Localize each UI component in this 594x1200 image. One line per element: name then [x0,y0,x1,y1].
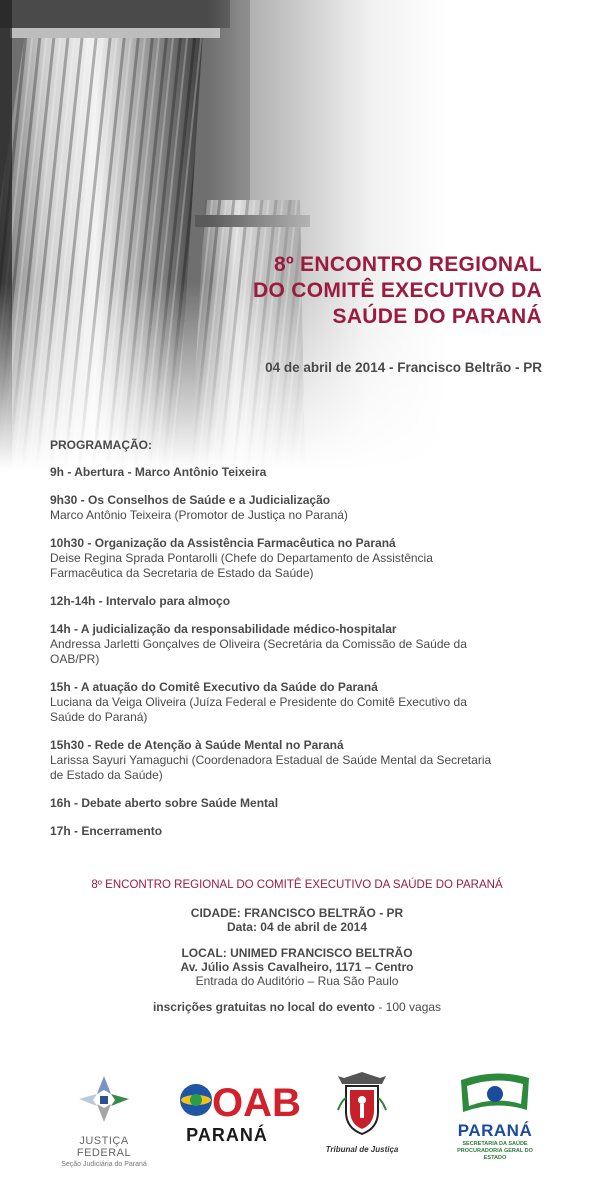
justica-federal-sub: Seção Judiciária do Paraná [61,1161,147,1168]
footer-title: 8º ENCONTRO REGIONAL DO COMITÊ EXECUTIVO DA SAÚDE DO PARANÁ [91,879,503,891]
hero-pillars-image [0,0,594,470]
program-item-desc: Deise Regina Sprada Pontarolli (Chefe do Departamento de Assistência [50,551,433,565]
event-title-line-1: 8º ENCONTRO REGIONAL [273,253,542,276]
program-item-title: 10h30 - Organização da Assistência Farmacêutica no Paraná [50,536,396,550]
coat-of-arms-icon [330,1070,394,1138]
footer-city: CIDADE: FRANCISCO BELTRÃO - PR [190,906,404,920]
event-date-location: 04 de abril de 2014 - Francisco Beltrão - PR [265,360,542,375]
program-item-desc: Saúde do Paraná) [50,710,148,724]
program-item [50,536,550,581]
program-item-desc: de Estado da Saúde) [50,768,163,782]
oab-emblem-icon [176,1070,301,1125]
oab-mark: OAB [212,1081,301,1125]
justica-federal-name: JUSTIÇA FEDERAL [76,1135,132,1159]
footer-registration [0,1000,594,1014]
program-item-desc: Marco Antônio Teixeira (Promotor de Justiça no Paraná) [50,508,348,522]
program-item-title: 17h - Encerramento [50,824,163,838]
program-item-title: 16h - Debate aberto sobre Saúde Mental [50,796,279,810]
justica-federal-emblem-icon [69,1070,139,1128]
program-item [50,680,550,725]
program-item [50,465,550,480]
program-item-title: 9h30 - Os Conselhos de Saúde e a Judicialização [50,493,331,507]
justica-federal-logo [56,1070,152,1170]
program-item-title: 15h - A atuação do Comitê Executivo da Saúde do Paraná [50,680,378,694]
registration-rest: - 100 vagas [375,1000,442,1014]
event-info-footer [0,878,594,1014]
event-title-line-2: DO COMITÊ EXECUTIVO DA [253,279,542,302]
parana-label: PARANÁ [457,1121,533,1140]
program-item-desc: Larissa Sayuri Yamaguchi (Coordenadora Estadual de Saúde Mental da Secretaria [50,753,492,767]
parana-sub-2: PROCURADORIA GERAL DO ESTADO [457,1148,533,1161]
parana-flag-emblem-icon [457,1070,533,1116]
program-item-title: 15h30 - Rede de Atenção à Saúde Mental no Paraná [50,738,344,752]
program-item-desc: OAB/PR) [50,652,100,666]
program-item-desc: Andressa Jarletti Gonçalves de Oliveira (Secretária da Comissão de Saúde da [50,637,467,651]
parana-sub-1: SECRETARIA DA SAÚDE [462,1141,528,1147]
program-item-title: 14h - A judicialização da responsabilidade médico-hospitalar [50,622,397,636]
program-item-title: 9h - Abertura - Marco Antônio Teixeira [50,465,267,479]
footer-date: Data: 04 de abril de 2014 [226,920,368,934]
tribunal-logo [322,1070,402,1170]
sponsor-logos [0,1070,594,1170]
program-item-desc: Farmacêutica da Secretaria de Estado da Saúde) [50,566,314,580]
footer-address: Av. Júlio Assis Cavalheiro, 1171 – Centro [180,960,414,974]
footer-entrance: Entrada do Auditório – Rua São Paulo [195,974,399,988]
program-heading: PROGRAMAÇÃO: [50,438,152,452]
tribunal-label: Tribunal de Justiça [325,1145,399,1154]
program-item [50,493,550,523]
program-item [50,796,550,811]
event-title [122,252,542,330]
program-item [50,594,550,609]
program-item [50,622,550,667]
program-item [50,824,550,839]
program-item [50,738,550,783]
oab-logo [176,1070,301,1170]
parana-logo [450,1070,540,1170]
registration-bold: inscrições gratuitas no local do evento [152,1000,375,1014]
oab-parana-label: PARANÁ [186,1125,268,1145]
event-title-line-3: SAÚDE DO PARANÁ [332,305,542,328]
program-item-desc: Luciana da Veiga Oliveira (Juíza Federal e Presidente do Comitê Executivo da [50,695,467,709]
program-item-title: 12h-14h - Intervalo para almoço [50,594,231,608]
program-section [50,438,550,852]
footer-local: LOCAL: UNIMED FRANCISCO BELTRÃO [181,946,413,960]
